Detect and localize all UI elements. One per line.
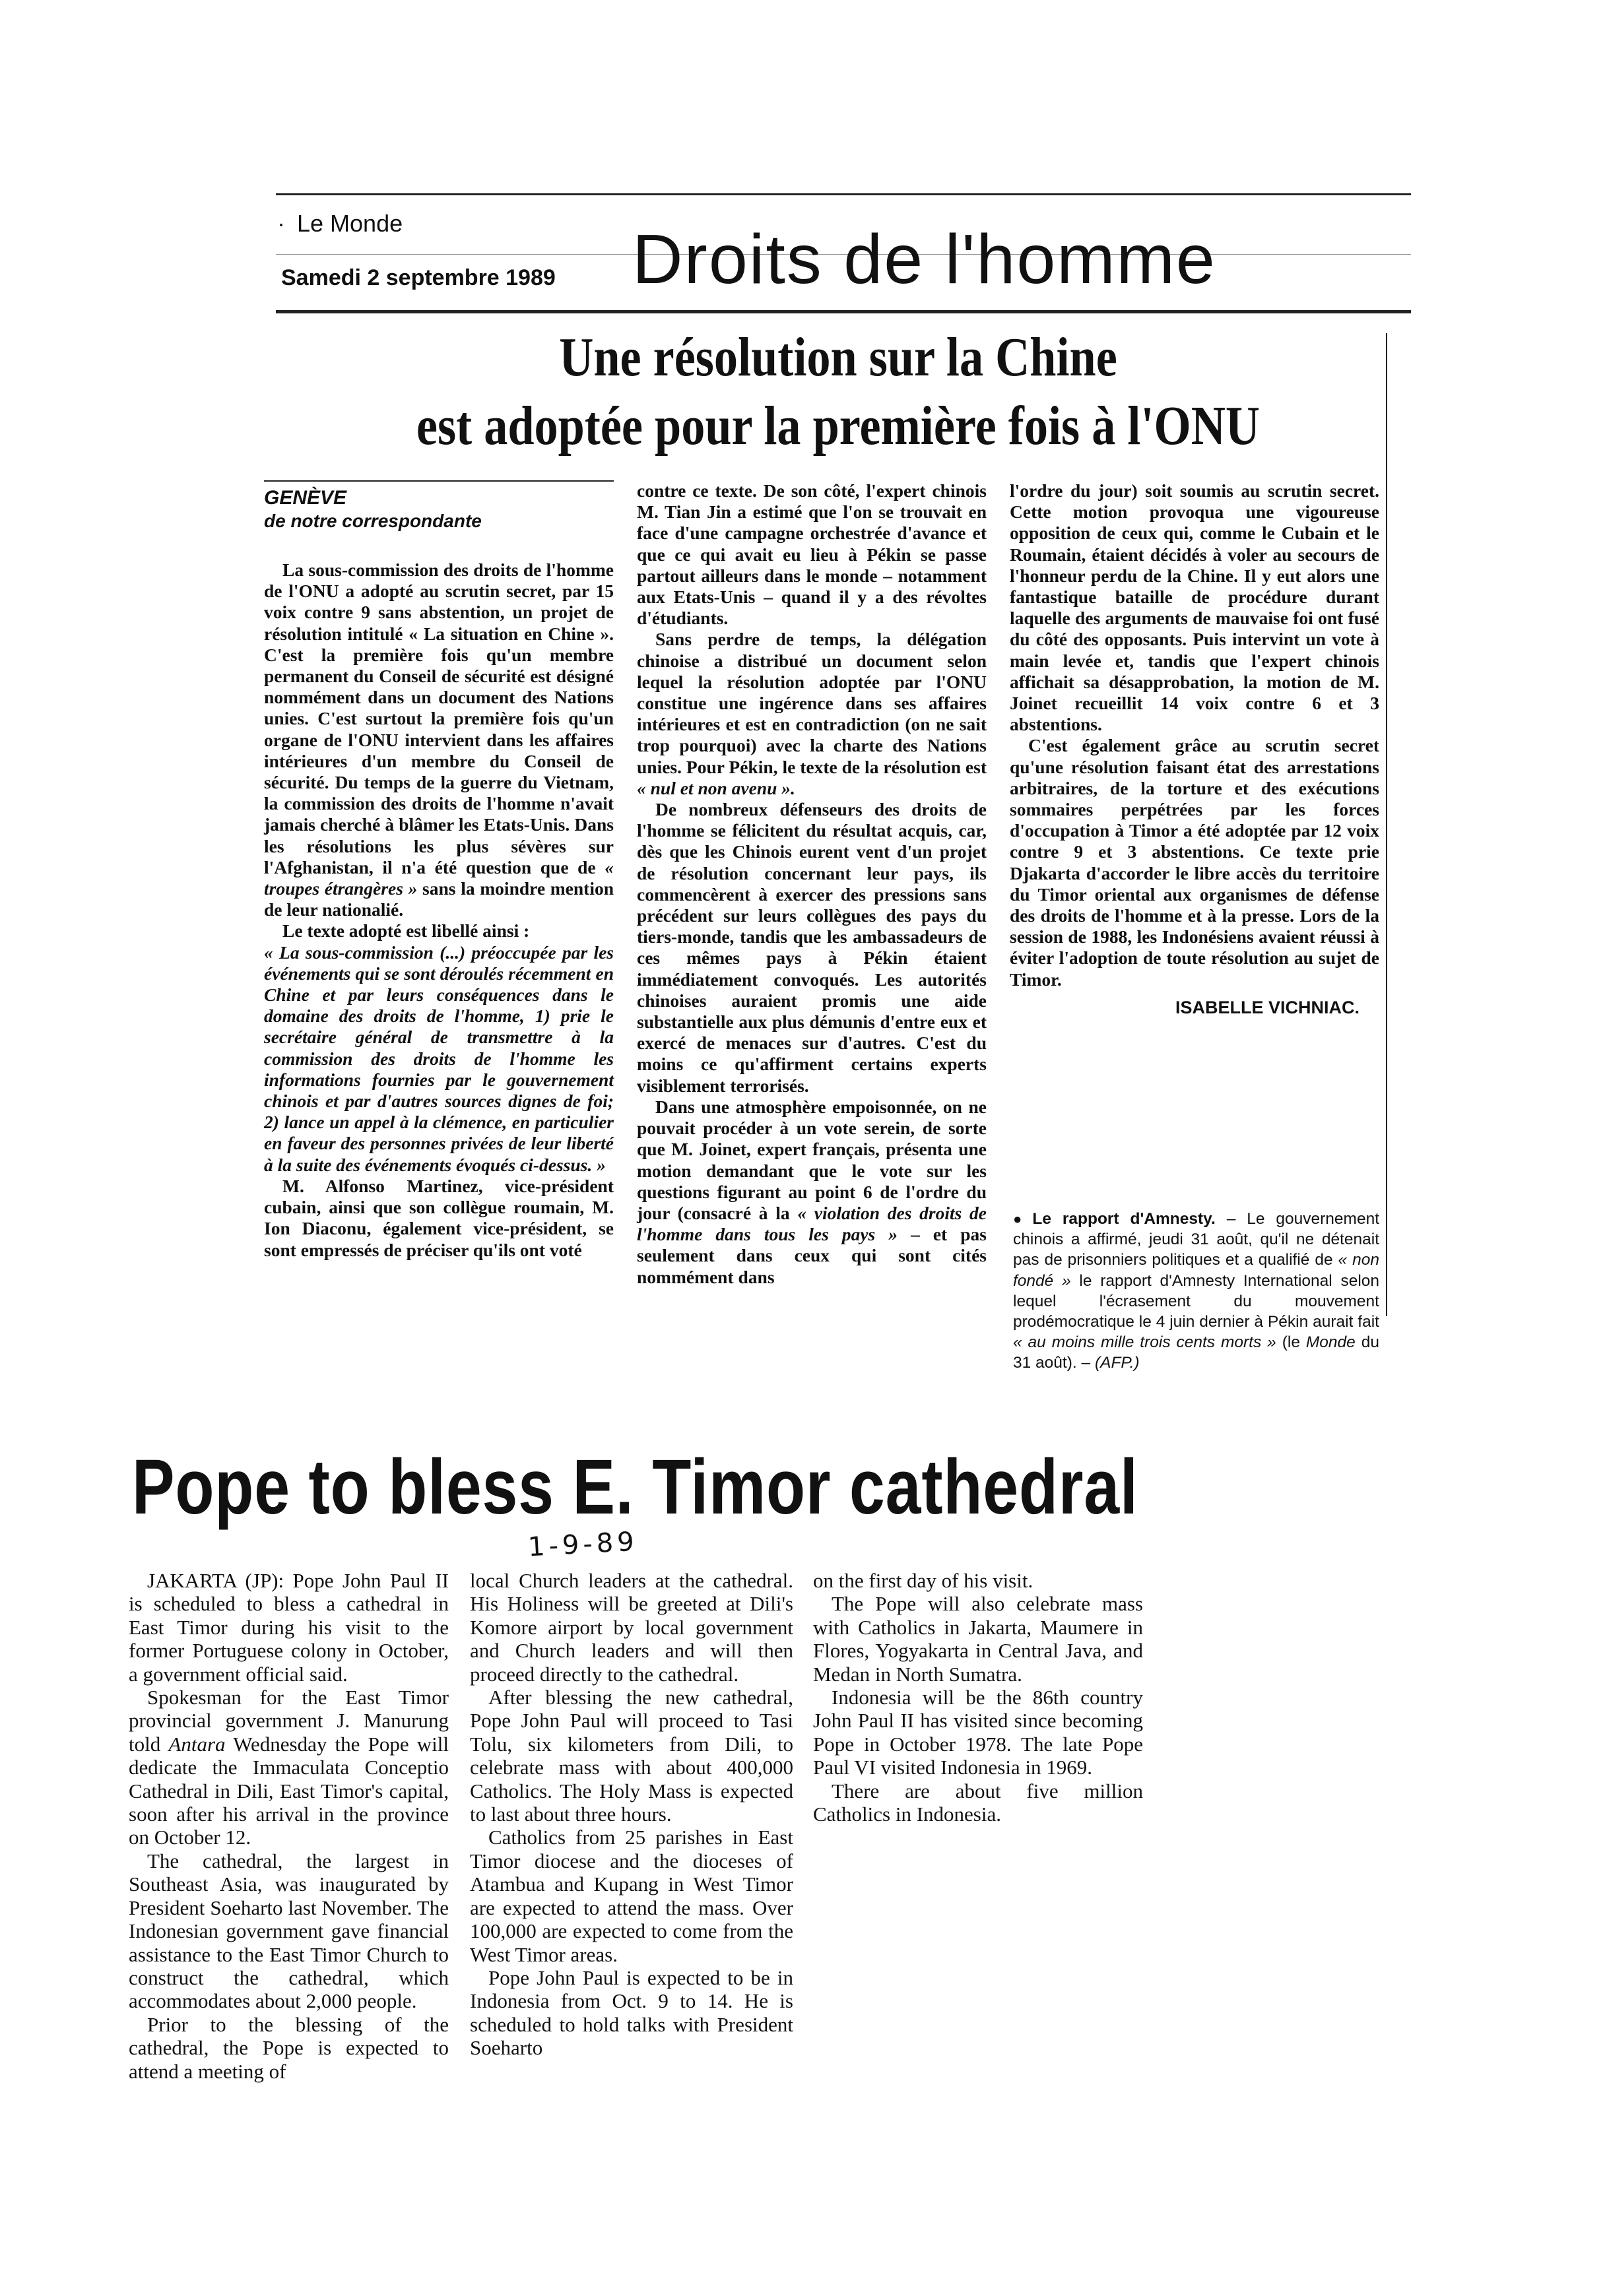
paragraph-text: – et pas seulement dans ceux qui sont cités nommément dans [637,1224,987,1287]
paragraph: Pope John Paul is expected to be in Indonesia from Oct. 9 to 14. He is scheduled to hold talks with President Soeharto [470,1965,793,2060]
paragraph: The Pope will also celebrate mass with Catholics in Jakarta, Maumere in Flores, Yogyakarta in Central Java, and Medan in North Sumatra. [813,1592,1143,1686]
amnesty-brief [1013,1209,1379,1374]
brief-text: le rapport d'Amnesty International selon lequel l'écrasement du mouvement prodémocratique le 4 juin dernier à Pékin aurait fait [1013,1271,1380,1331]
quote: « violation des droits de l'homme dans tous les pays » [637,1202,987,1245]
brief-text: (le [1282,1333,1300,1352]
paragraph-text: Dans une atmosphère empoisonnée, on ne pouvait procéder à un vote serein, de sorte que M. Joinet, expert français, présenta une motion demandant que le vote sur les questions figurant au point 6 de l'ordre du jour (consacré à la [637,1096,987,1223]
paragraph [637,629,987,799]
paragraph-text: Sans perdre de temps, la délégation chinoise a distribué un document selon lequel la résolution adoptée par l'ONU constitue une ingérence dans ses affaires intérieures et est en contradiction (on ne sait trop pourquoi) avec la charte des Nations unies. Pour Pékin, le texte de la résolution est [637,629,987,777]
jakarta-post-headline: Pope to bless E. Timor cathedral [132,1444,1138,1531]
paragraph: l'ordre du jour) soit soumis au scrutin secret. Cette motion provoqua une vigoureuse opposition de ceux qui, comme le Cubain et le Roumain, étaient décidés à voler au secours de l'honneur perdu de la Chine. Il y eut alors une fantastique bataille de procédure durant laquelle des arguments de mauvaise foi ont fusé du côté des opposants. Puis intervint un vote à main levée et, tandis que l'expert chinois affichait sa désapprobation, la motion de M. Joinet recueillit 14 voix contre 6 et 3 abstentions. [1010,480,1379,735]
quote: « nul et non avenu ». [637,777,795,798]
dateline: JAKARTA (JP): [147,1569,284,1592]
paragraph [129,1686,449,1849]
paragraph-text: Le texte adopté est libellé ainsi : [282,920,530,941]
quote: « troupes étrangères » [264,856,614,899]
paragraph [129,1569,449,1686]
headline-line-2: est adoptée pour la première fois à l'ONU [416,395,1261,457]
paragraph [264,920,614,1175]
publication-date: Samedi 2 septembre 1989 [281,265,556,290]
article-column-3 [1010,480,1379,1018]
paragraph: After blessing the new cathedral, Pope John Paul will proceed to Tasi Tolu, six kilometers from Dili, to celebrate mass with about 400,000 Catholics. The Holy Mass is expected to last about three hours. [470,1686,793,1826]
paragraph [637,1097,987,1288]
bullet-icon: ● [1013,1211,1029,1227]
paragraph-text: La sous-commission des droits de l'homme de l'ONU a adopté au scrutin secret, par 15 voix contre 9 sans abstention, un projet de résolution intitulé « La situation en Chine ». C'est la première fois qu'un membre permanent du Conseil de sécurité est désigné nommément dans un document des Nations unies. C'est surtout la première fois qu'un organe de l'ONU intervient dans les affaires intérieures d'un membre du Conseil de sécurité. Du temps de la guerre du Vietnam, la commission des droits de l'homme n'avait jamais cherché à blâmer les Etats-Unis. Dans les résolutions les plus sévères sur l'Afghanistan, il n'a été question que de [264,559,614,877]
jp-column-1 [129,1569,449,2083]
brief-lead: Le rapport d'Amnesty. [1032,1210,1216,1228]
paragraph: contre ce texte. De son côté, l'expert chinois M. Tian Jin a estimé que l'on se trouvait en face d'une campagne orchestrée d'avance et que ce qui avait eu lieu à Pékin se passe partout ailleurs dans le monde – notamment aux Etats-Unis – quand il y a des révoltes d'étudiants. [637,480,987,629]
section-title: Droits de l'homme [632,220,1216,298]
headline-line-1: Une résolution sur la Chine [559,327,1117,388]
handwritten-date: 1-9-89 [527,1526,639,1563]
paragraph-text: Spokesman for the East Timor provincial government J. Manurung told [129,1686,449,1756]
quote: « non fondé » [1013,1251,1379,1290]
dateline [264,487,482,532]
jp-column-3 [813,1569,1143,1826]
article-column-2 [637,480,987,1288]
dateline-rule [264,480,614,482]
paper-name-text: Le Monde [297,210,403,237]
paragraph [264,559,614,920]
quote: « La sous-commission (...) préoccupée par les événements qui se sont déroulés récemment en Chine et par leurs conséquences dans le domaine des droits de l'homme, 1) prie le secrétaire général de transmettre à la commission des droits de l'homme les informations fournies par le gouvernement chinois et par d'autres sources dignes de foi; 2) lance un appel à la clémence, en particulier en faveur des personnes privées de leur liberté à la suite des événements évoqués ci-dessus. » [264,941,614,1175]
brief-text: – Le gouvernement chinois a affirmé, jeudi 31 août, qu'il ne détenait pas de prisonniers politiques et a qualifié de [1013,1210,1380,1269]
paragraph: There are about five million Catholics in Indonesia. [813,1779,1143,1826]
author-signature: ISABELLE VICHNIAC. [1175,997,1359,1017]
right-side-rule [1386,333,1387,1316]
paragraph: The cathedral, the largest in Southeast Asia, was inaugurated by President Soeharto last November. The Indonesian government gave financial assistance to the East Timor Church to construct the cathedral, which accommodates about 2,000 people. [129,1849,449,2013]
news-agency: Antara [168,1732,226,1756]
quote: « au moins mille trois cents morts » [1013,1333,1276,1352]
paragraph-text: Wednesday the Pope will dedicate the Immaculata Conceptio Cathedral in Dili, East Timor's capital, soon after his arrival in the province on October 12. [129,1732,449,1849]
paragraph: De nombreux défenseurs des droits de l'homme se félicitent du résultat acquis, car, dès que les Chinois eurent vent d'un projet de résolution concernant leur pays, ils commencèrent à exercer des pressions sans précédent sur leurs collègues des pays du tiers-monde, tandis que les ambassadeurs de ces mêmes pays à Pékin étaient immédiatement convoqués. Les autorités chinoises auraient promis une aide substantielle aux plus démunis d'entre eux et exercé de menaces sur d'autres. C'est du moins ce qu'affirment certains experts visiblement terrorisés. [637,799,987,1096]
article-headline [356,323,1321,461]
dateline-correspondent: de notre correspondante [264,511,482,531]
paragraph: M. Alfonso Martinez, vice-président cubain, ainsi que son collègue roumain, M. Ion Diaconu, également vice-président, se sont empressés de préciser qu'ils ont voté [264,1175,614,1260]
brief-text: du 31 août). – [1013,1333,1380,1372]
newspaper-name [277,210,403,238]
paragraph: local Church leaders at the cathedral. His Holiness will be greeted at Dili's Komore airport by local government and Church leaders and will then proceed directly to the cathedral. [470,1569,793,1686]
jp-column-2 [470,1569,793,2060]
paragraph: Indonesia will be the 86th country John Paul II has visited since becoming Pope in October 1978. The late Pope Paul VI visited Indonesia in 1969. [813,1686,1143,1779]
paragraph: C'est également grâce au scrutin secret qu'une résolution faisant état des arrestations arbitraires, de la torture et des exécutions sommaires perpétrées par les forces d'occupation à Timor a été adoptée par 12 voix contre 9 et 3 abstentions. Ce texte prie Djakarta d'accorder le libre accès du territoire du Timor oriental aux organismes de défense des droits de l'homme et à la presse. Lors de la session de 1988, les Indonésiens avaient réussi à éviter l'adoption de toute résolution au sujet de Timor. [1010,735,1379,990]
paragraph: on the first day of his visit. [813,1569,1033,1592]
bullet-dot: · [277,210,285,237]
paragraph: Catholics from 25 parishes in East Timor diocese and the dioceses of Atambua and Kupang in West Timor are expected to attend the mass. Over 100,000 are expected to come from the West Timor areas. [470,1826,793,1966]
paragraph-text: Pope John Paul II is scheduled to bless a cathedral in East Timor during his visit to the former Portuguese colony in October, a government official said. [129,1569,449,1686]
source: (AFP.) [1094,1354,1140,1372]
section-rule [276,310,1411,313]
dateline-city: GENÈVE [264,487,347,509]
paragraph-text: sans la moindre mention de leur nationalié. [264,878,614,920]
paragraph: Prior to the blessing of the cathedral, the Pope is expected to attend a meeting of [129,2012,449,2083]
paper-reference: Monde [1305,1333,1356,1352]
article-column-1 [264,559,614,1261]
top-rule [276,193,1411,195]
